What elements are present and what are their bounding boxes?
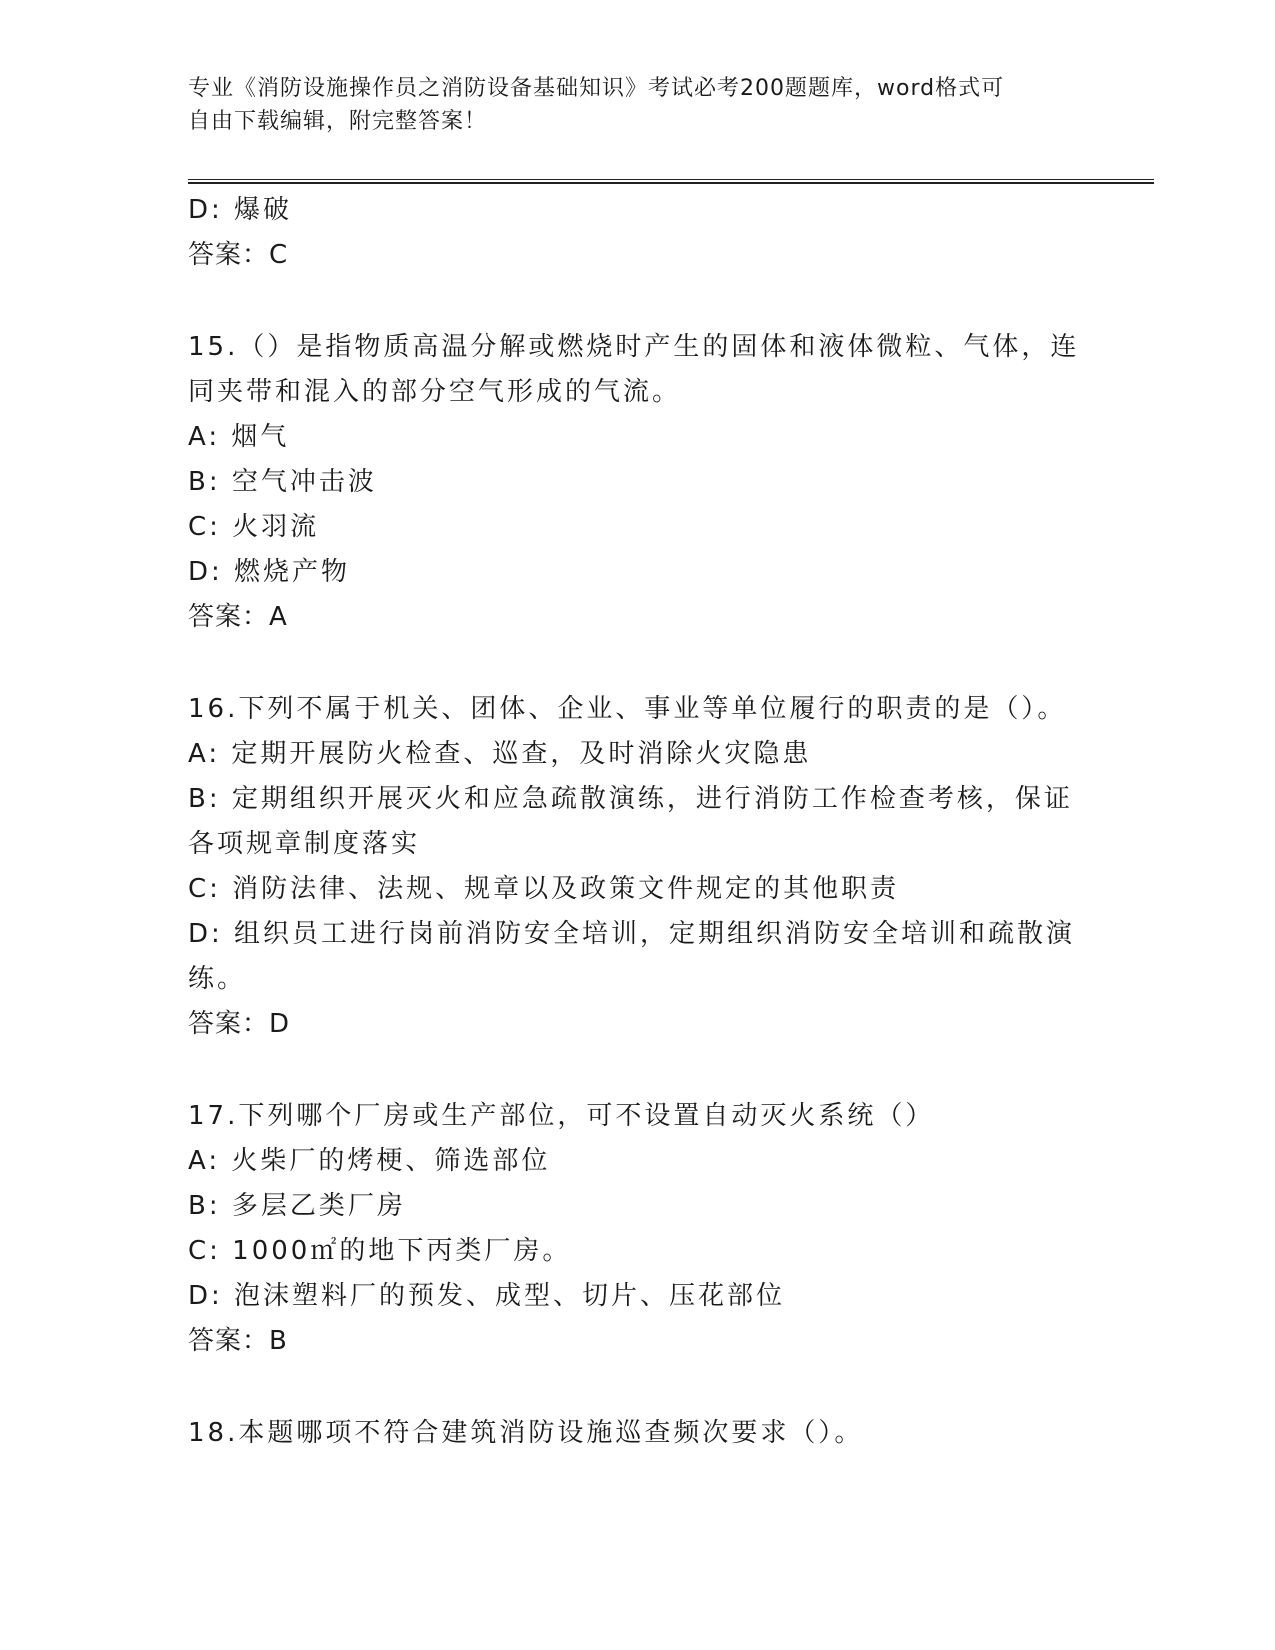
header-line-2: 自由下载编辑，附完整答案！: [188, 109, 488, 134]
question-stem: 17.下列哪个厂房或生产部位，可不设置自动灭火系统（）: [188, 1101, 935, 1131]
prev-option-d: D: 爆破: [188, 195, 293, 225]
question-content: [188, 188, 1088, 1456]
option-d: D: 泡沫塑料厂的预发、成型、切片、压花部位: [188, 1281, 786, 1311]
option-b: B: 定期组织开展灭火和应急疏散演练，进行消防工作检查考核，保证: [188, 784, 1073, 814]
question-stem: 18.本题哪项不符合建筑消防设施巡查频次要求（）。: [188, 1418, 864, 1448]
answer: 答案：D: [188, 1009, 291, 1039]
question-15: [188, 325, 1088, 640]
option-b: B: 空气冲击波: [188, 467, 377, 497]
header-divider-thick: [188, 182, 1154, 184]
header-line-1: 专业《消防设施操作员之消防设备基础知识》考试必考200题题库，word格式可: [188, 76, 1005, 101]
option-c: C: 火羽流: [188, 512, 320, 542]
option-a: A: 火柴厂的烤梗、筛选部位: [188, 1146, 551, 1176]
question-stem: 15.（）是指物质高温分解或燃烧时产生的固体和液体微粒、气体，连: [188, 332, 1080, 362]
question-18: [188, 1411, 1088, 1456]
option-c: C: 1000㎡的地下丙类厂房。: [188, 1236, 572, 1266]
question-stem-cont: 同夹带和混入的部分空气形成的气流。: [188, 377, 682, 407]
option-d: D: 组织员工进行岗前消防安全培训，定期组织消防安全培训和疏散演: [188, 919, 1076, 949]
header-divider-thin: [188, 179, 1154, 180]
answer: 答案：A: [188, 602, 288, 632]
option-b-cont: 各项规章制度落实: [188, 829, 421, 859]
option-c: C: 消防法律、法规、规章以及政策文件规定的其他职责: [188, 874, 900, 904]
option-b: B: 多层乙类厂房: [188, 1191, 406, 1221]
option-d: D: 燃烧产物: [188, 557, 351, 587]
question-stem: 16.下列不属于机关、团体、企业、事业等单位履行的职责的是（）。: [188, 694, 1067, 724]
question-16: [188, 687, 1088, 1047]
answer: 答案：B: [188, 1326, 288, 1356]
prev-answer: 答案：C: [188, 240, 289, 270]
question-17: [188, 1094, 1088, 1364]
page-header: [188, 72, 1078, 138]
option-a: A: 定期开展防火检查、巡查，及时消除火灾隐患: [188, 739, 812, 769]
option-a: A: 烟气: [188, 422, 290, 452]
option-d-cont: 练。: [188, 964, 247, 994]
